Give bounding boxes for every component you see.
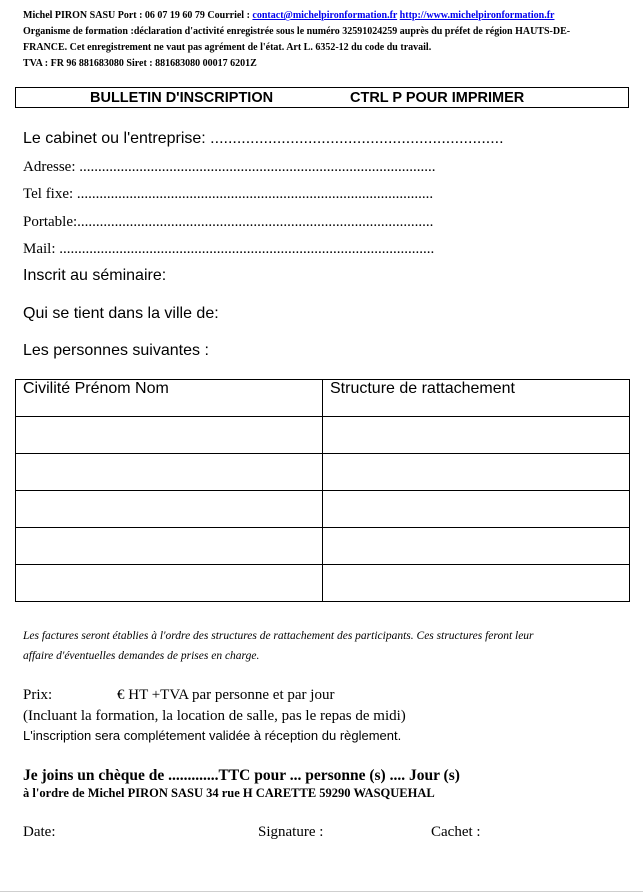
table-cell[interactable] (16, 565, 323, 602)
table-cell[interactable] (16, 454, 323, 491)
table-cell[interactable] (16, 528, 323, 565)
email-link[interactable]: contact@michelpironformation.fr (252, 10, 398, 21)
table-row (16, 528, 630, 565)
header-line-agreement: FRANCE. Cet enregistrement ne vaut pas agrément de l'état. Art L. 6352-12 du code du travail. (23, 42, 432, 53)
price-label: Prix: (23, 687, 53, 703)
table-cell[interactable] (323, 528, 630, 565)
page-bottom-divider (0, 891, 643, 892)
table-cell[interactable] (16, 491, 323, 528)
table-row (16, 565, 630, 602)
city-label: Qui se tient dans la ville de: (23, 305, 219, 322)
table-cell[interactable] (16, 417, 323, 454)
persons-label: Les personnes suivantes : (23, 342, 209, 359)
header-line-tax: TVA : FR 96 881683080 Siret : 881683080 00017 6201Z (23, 58, 257, 69)
table-row (16, 454, 630, 491)
table-cell[interactable] (323, 454, 630, 491)
validation-text: L'inscription sera complétement validée à réception du règlement. (23, 728, 402, 743)
seminar-label: Inscrit au séminaire: (23, 267, 167, 284)
invoice-note-line1: Les factures seront établies à l'ordre des structures de rattachement des participants. Ces structures feront leur (23, 630, 534, 642)
date-label: Date: (23, 824, 56, 840)
company-field[interactable]: Le cabinet ou l'entreprise: .................................................................. (23, 130, 504, 147)
table-cell[interactable] (323, 491, 630, 528)
header-name: Civilité Prénom Nom (16, 380, 323, 417)
price-value: € HT +TVA par personne et par jour (117, 687, 335, 703)
phone-field[interactable]: Tel fixe: ............................................................................................... (23, 186, 434, 202)
header-contact-text: Michel PIRON SASU Port : 06 07 19 60 79 Courriel : (23, 10, 253, 21)
invoice-note-line2: affaire d'éventuelles demandes de prises en charge. (23, 650, 260, 662)
website-link[interactable]: http://www.michelpironformation.fr (399, 10, 555, 21)
table-cell[interactable] (323, 417, 630, 454)
signature-label: Signature : (258, 824, 324, 840)
header-line-contact (23, 8, 554, 24)
table-cell[interactable] (323, 565, 630, 602)
header-structure: Structure de rattachement (323, 380, 630, 417)
header-line-declaration: Organisme de formation :déclaration d'activité enregistrée sous le numéro 32591024259 auprès du préfet de région HAUTS-DE- (23, 26, 571, 37)
table-row (16, 417, 630, 454)
mobile-field[interactable]: Portable:............................................................................................... (23, 214, 434, 230)
mail-field[interactable]: Mail: .................................................................................................... (23, 241, 435, 257)
title-right: CTRL P POUR IMPRIMER (350, 90, 525, 106)
address-field[interactable]: Adresse: ............................................................................................... (23, 159, 436, 175)
title-left: BULLETIN D'INSCRIPTION (90, 90, 274, 106)
cheque-line: Je joins un chèque de .............TTC pour ... personne (s) .... Jour (s) (23, 767, 460, 784)
price-includes: (Incluant la formation, la location de salle, pas le repas de midi) (23, 708, 406, 724)
participants-table (15, 379, 630, 602)
table-header-row (16, 380, 630, 417)
title-box (15, 87, 629, 108)
table-row (16, 491, 630, 528)
stamp-label: Cachet : (431, 824, 481, 840)
payee-line: à l'ordre de Michel PIRON SASU 34 rue H CARETTE 59290 WASQUEHAL (23, 786, 435, 800)
